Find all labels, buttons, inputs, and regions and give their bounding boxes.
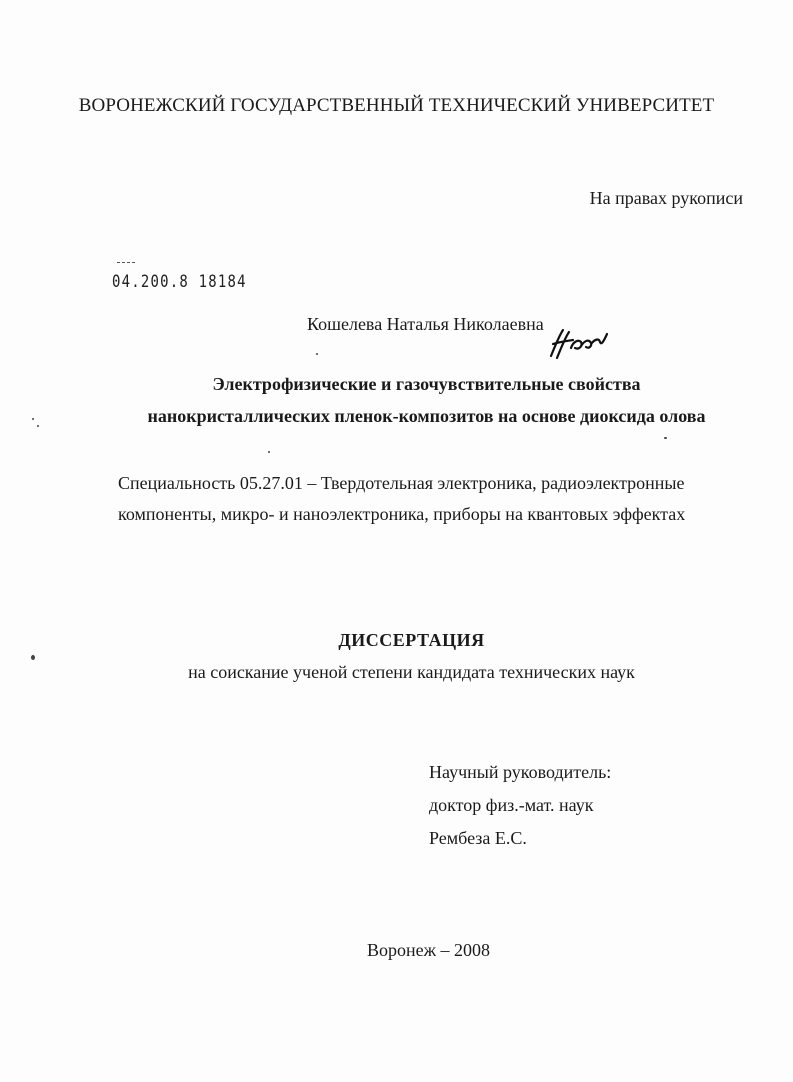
university-name: ВОРОНЕЖСКИЙ ГОСУДАРСТВЕННЫЙ ТЕХНИЧЕСКИЙ УНИВЕРСИТЕТ (78, 95, 715, 116)
scan-speck (37, 425, 39, 427)
scan-speck (316, 353, 318, 355)
scan-speck (32, 418, 34, 420)
scan-speck (31, 655, 35, 660)
author-name: Кошелева Наталья Николаевна (307, 314, 544, 334)
document-type: ДИССЕРТАЦИЯ (338, 630, 485, 650)
specialty-line-2: компоненты, микро- и наноэлектроника, приборы на квантовых эффектах (118, 504, 686, 524)
manuscript-note: На правах рукописи (589, 188, 743, 208)
stamp-mark (117, 262, 135, 264)
signature-icon (545, 326, 611, 362)
specialty (118, 468, 728, 530)
specialty-line-1: Специальность 05.27.01 – Твердотельная электроника, радиоэлектронные (118, 473, 685, 493)
scientific-advisor (429, 756, 611, 855)
city-year: Воронеж – 2008 (366, 940, 491, 960)
registration-stamp: 04.200.8 18184 (112, 272, 247, 292)
thesis-title-line-1: Электрофизические и газочувствительные свойства (212, 374, 641, 394)
scan-speck (268, 451, 270, 453)
thesis-title-line-2: нанокристаллических пленок-композитов на основе диоксида олова (147, 406, 706, 426)
advisor-role: Научный руководитель: (429, 762, 612, 782)
advisor-name: Рембеза Е.С. (429, 828, 527, 848)
advisor-degree: доктор физ.-мат. наук (429, 795, 594, 815)
degree-statement: на соискание ученой степени кандидата технических наук (188, 662, 635, 682)
scan-speck (664, 437, 667, 439)
